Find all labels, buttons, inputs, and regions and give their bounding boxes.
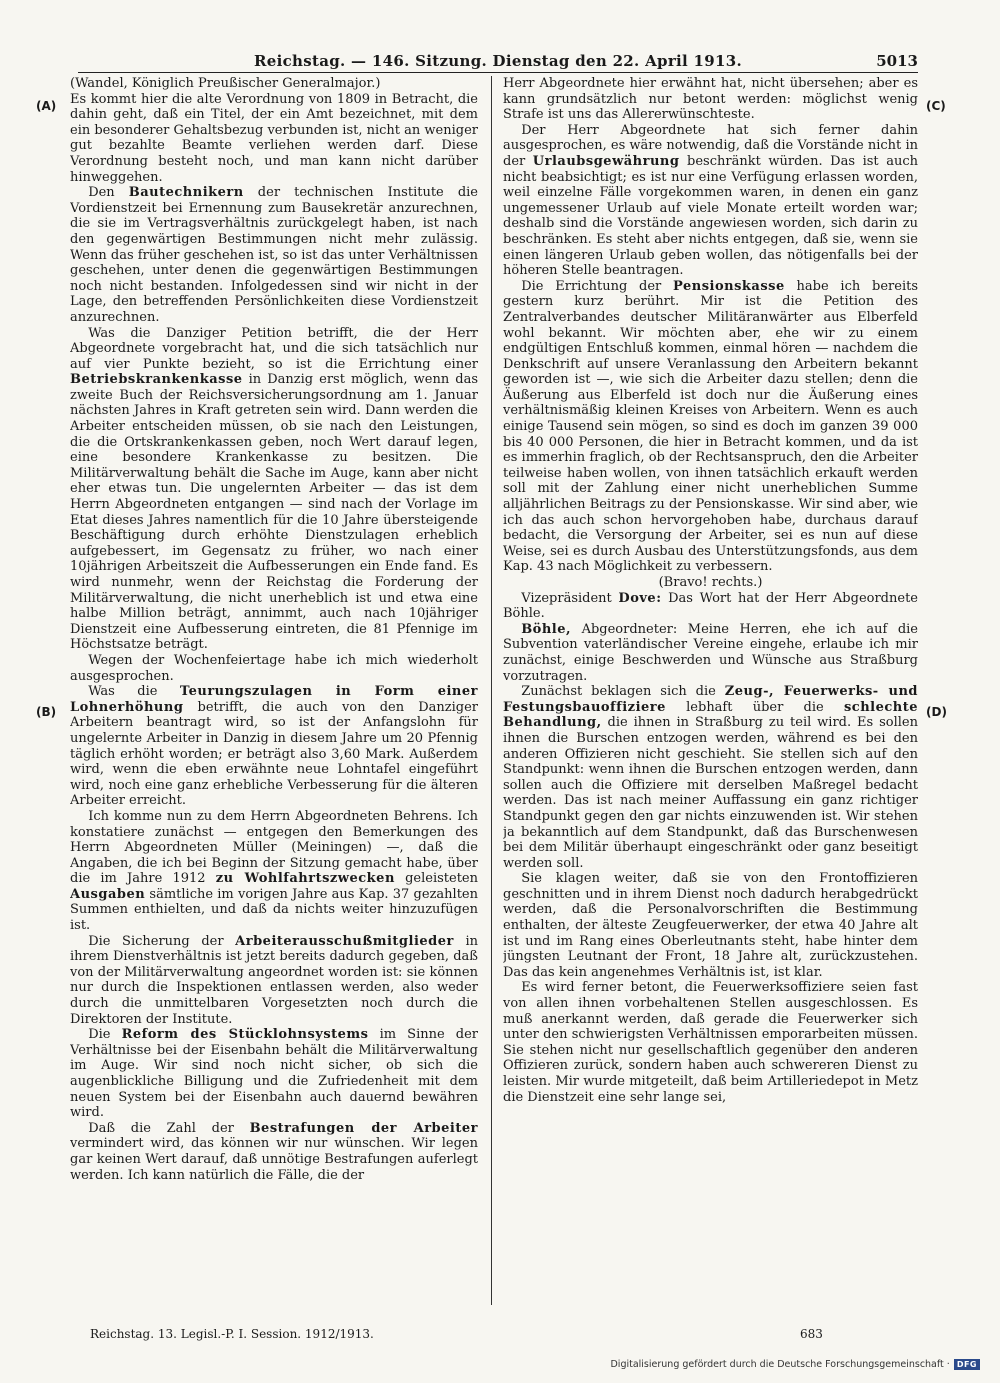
margin-marker-a: (A) <box>36 99 57 113</box>
emphasis: schlechte Behandlung, <box>503 699 918 731</box>
paragraph: Die Errichtung der Pensionskasse habe ich bereits gestern kurz berührt. Mir ist die Petition des Zentralverbandes deutscher Militäranwärter aus Elberfeld wohl bekannt. Wir möchten aber, ehe wir zu einem endgültigen Entschluß kommen, einmal hören — nachdem die Denkschrift auf unsere Veranlassung den Arbeitern bekannt geworden ist —, wie sich die Arbeiter dazu stellen; denn die Äußerung aus Elberfeld ist doch nur die Äußerung eines verhältnismäßig kleinen Kreises von Arbeitern. Wenn es auch einige Tausend sein mögen, so sind es doch im ganzen 39 000 bis 40 000 Personen, die hier in Betracht kommen, und da ist es immerhin fraglich, ob der Rechtsanspruch, den die Arbeiter teilweise haben wollen, von ihnen tatsächlich erkauft werden soll mit der Zahlung einer nicht unerheblichen Summe alljährlichen Beitrags zu der Pensionskasse. Wir sind aber, wie ich das auch schon hervorgehoben habe, durchaus darauf bedacht, die Versorgung der Arbeiter, sei es nun auf diese Weise, sei es durch Ausbau des Unterstützungsfonds, aus dem Kap. 43 nach Möglichkeit zu verbessern. <box>503 278 918 575</box>
paragraph: Der Herr Abgeordnete hat sich ferner dahin ausgesprochen, es wäre notwendig, daß die Vorstände nicht in der Urlaubsgewährung beschränkt würden. Das ist auch nicht beabsichtigt; es ist nur eine Verfügung erlassen worden, weil einzelne Fälle vorgekommen waren, in denen ein ganz ungemessener Urlaub auf viele Monate erteilt worden war; deshalb sind die Vorstände angewiesen worden, sich darin zu beschränken. Es steht aber nichts entgegen, daß sie, wenn sie einen längeren Urlaub geben wollen, das nötigenfalls bei der höheren Stelle beantragen. <box>503 122 918 279</box>
running-header <box>78 52 918 73</box>
speaker-name: Böhle, <box>521 621 572 637</box>
dfg-logo-icon: DFG <box>954 1359 980 1370</box>
paragraph: Wegen der Wochenfeiertage habe ich mich wiederholt ausgesprochen. <box>70 652 478 684</box>
emphasis: Pensionskasse <box>673 278 785 294</box>
digitization-note <box>610 1359 980 1370</box>
left-column <box>70 76 478 1311</box>
paragraph: Sie klagen weiter, daß sie von den Frontoffizieren geschnitten und in ihrem Dienst noch dadurch herabgedrückt werden, daß die Personalvorschriften die Bestimmung enthalten, der älteste Zeugfeuerwerker, der etwa 40 Jahre alt ist und im Rang eines Oberleutnants steht, habe hinter dem jüngsten Leutnant der Front, 18 Jahre alt, zurückzustehen. Das das kein angenehmes Verhältnis ist, ist klar. <box>503 871 918 980</box>
interjection: (Bravo! rechts.) <box>658 575 763 590</box>
paragraph: Ich komme nun zu dem Herrn Abgeordneten Behrens. Ich konstatiere zunächst — entgegen den Bemerkungen des Herrn Abgeordneten Müller (Meiningen) —, daß die Angaben, die ich bei Beginn der Sitzung gemacht habe, über die im Jahre 1912 zu Wohlfahrtszwecken geleisteten Ausgaben sämtliche im vorigen Jahre aus Kap. 37 gezahlten Summen enthielten, und daß da nichts weiter hinzuzufügen ist. <box>70 808 478 934</box>
paragraph: Es wird ferner betont, die Feuerwerksoffiziere seien fast von allen ihnen vorbehaltenen Stellen ausgeschlossen. Es muß anerkannt werden, daß gerade die Feuerwerker sich unter den schwierigsten Verhältnissen emporarbeiten müssen. Sie stehen nicht nur gesellschaftlich gegenüber den anderen Offizieren zurück, sondern haben auch schwereren Dienst zu leisten. Mir wurde mitgeteilt, daß beim Artilleriedepot in Metz die Dienstzeit eine sehr lange sei, <box>503 980 918 1105</box>
paragraph: Daß die Zahl der Bestrafungen der Arbeiter vermindert wird, das können wir nur wünschen. Wir legen gar keinen Wert darauf, daß unnötige Bestrafungen auferlegt werden. Ich kann natürlich die Fälle, die der <box>70 1120 478 1183</box>
column-divider <box>491 76 492 1305</box>
right-column <box>503 76 918 1311</box>
paragraph: Was die Teurungszulagen in Form einer Lohnerhöhung betrifft, die auch von den Danziger Arbeitern beantragt wird, so ist der Anfangslohn für ungelernte Arbeiter in Danzig in diesem Jahre um 20 Pfennig täglich erhöht worden; er beträgt also 3,60 Mark. Außerdem wird, wenn die eben erwähnte neue Lohntafel eingeführt wird, noch eine ganz erhebliche Verbesserung für die älteren Arbeiter erreicht. <box>70 684 478 809</box>
footer-sheet-number: 683 <box>800 1327 823 1341</box>
paragraph: Was die Danziger Petition betrifft, die der Herr Abgeordnete vorgebracht hat, und die sich tatsächlich nur auf vier Punkte bezieht, so ist die Errichtung einer Betriebskrankenkasse in Danzig erst möglich, wenn das zweite Buch der Reichsversicherungsordnung am 1. Januar nächsten Jahres in Kraft getreten sein wird. Dann werden die Arbeiter entscheiden müssen, ob sie nach den Leistungen, die die Ortskrankenkassen geben, noch Wert darauf legen, eine besondere Krankenkasse zu besitzen. Die Militärverwaltung behält die Sache im Auge, kann aber nicht eher etwas tun. Die ungelernten Arbeiter — das ist dem Herrn Abgeordneten entgangen — sind nach der Vorlage im Etat dieses Jahres namentlich für die 10 Jahre übersteigende Beschäftigung durch erhöhte Dienstzulagen erheblich aufgebessert, im Gegensatz zu früher, wo nach einer 10jährigen Arbeitszeit die Aufbesserungen ein Ende fand. Es wird nunmehr, wenn der Reichstag die Forderung der Militärverwaltung, die nicht unerheblich ist und etwa eine halbe Million beträgt, annimmt, auch nach 10jähriger Dienstzeit eine Aufbesserung eintreten, die 81 Pfennige im Höchstsatze beträgt. <box>70 325 478 653</box>
emphasis: Bestrafungen der Arbeiter <box>249 1120 478 1136</box>
speaker-line: (Wandel, Königlich Preußischer Generalmajor.) <box>70 76 381 91</box>
emphasis: Teurungszulagen in Form einer Lohnerhöhung <box>70 684 478 715</box>
paragraph: Den Bautechnikern der technischen Institute die Vordienstzeit bei Ernennung zum Bausekretär anzurechnen, die sie im Vertragsverhältnis zurückgelegt haben, ist nach den gegenwärtigen Bestimmungen nicht mehr zulässig. Wenn das früher geschehen ist, so ist das unter Verhältnissen geschehen, unter denen die gegenwärtigen Bestimmungen noch nicht bestanden. Infolgedessen sind wir nicht in der Lage, den betreffenden Persönlichkeiten diese Vordienstzeit anzurechnen. <box>70 185 478 325</box>
paragraph: Die Reform des Stücklohnsystems im Sinne der Verhältnisse bei der Eisenbahn behält die Militärverwaltung im Auge. Wir sind noch nicht sicher, ob sich die augenblickliche Billigung und die Zufriedenheit mit dem neuen System bei der Eisenbahn auch dauernd bewähren wird. <box>70 1027 478 1121</box>
margin-marker-c: (C) <box>926 99 946 113</box>
emphasis: Urlaubsgewährung <box>532 153 680 169</box>
digitization-text: Digitalisierung gefördert durch die Deutsche Forschungsgemeinschaft · <box>610 1359 950 1370</box>
emphasis: Arbeiterausschußmitglieder <box>235 933 454 949</box>
emphasis: Zeug-, Feuerwerks- und Festungsbauoffiziere <box>503 684 918 715</box>
emphasis: Betriebskrankenkasse <box>70 372 243 388</box>
paragraph: Vizepräsident Dove: Das Wort hat der Herr Abgeordnete Böhle. <box>503 590 918 622</box>
header-title: Reichstag. — 146. Sitzung. Dienstag den 22. April 1913. <box>253 52 743 70</box>
emphasis: Reform des Stücklohnsystems <box>121 1027 369 1043</box>
emphasis: Ausgaben <box>70 886 146 902</box>
emphasis: Bautechnikern <box>128 185 244 201</box>
paragraph: Die Sicherung der Arbeiterausschußmitglieder in ihrem Dienstverhältnis ist jetzt bereits dadurch gegeben, daß von der Militärverwaltung angeordnet worden ist: sie können nur durch die Inspektionen entlassen werden, also weder durch die unmittelbaren Vorgesetzten noch durch die Direktoren der Institute. <box>70 933 478 1027</box>
paragraph: Böhle, Abgeordneter: Meine Herren, ehe ich auf die Subvention vaterländischer Vereine eingehe, erlaube ich mir zunächst, einige Beschwerden und Wünsche aus Straßburg vorzutragen. <box>503 621 918 684</box>
margin-marker-d: (D) <box>926 705 947 719</box>
paragraph: Zunächst beklagen sich die Zeug-, Feuerwerks- und Festungsbauoffiziere lebhaft über die schlechte Behandlung, die ihnen in Straßburg zu teil wird. Es sollen ihnen die Burschen entzogen werden, während es bei den anderen Offizieren nicht geschieht. Sie stellen sich auf den Standpunkt: wenn ihnen die Burschen entzogen werden, dann sollen auch die Offiziere mit derselben Maßregel bedacht werden. Das ist nach meiner Auffassung ein ganz richtiger Standpunkt gegen den gar nichts einzuwenden ist. Wir stehen ja bekanntlich auf dem Standpunkt, daß das Burschenwesen bei dem Militär überhaupt eingeschränkt oder ganz beseitigt werden soll. <box>503 684 918 871</box>
paragraph: Herr Abgeordnete hier erwähnt hat, nicht übersehen; aber es kann grundsätzlich nur betont werden: möglichst wenig Strafe ist uns das Allererwünschteste. <box>503 76 918 123</box>
speaker-name: Dove: <box>618 590 662 606</box>
paragraph: Es kommt hier die alte Verordnung von 1809 in Betracht, die dahin geht, daß ein Titel, der ein Amt bezeichnet, mit dem ein besonderer Gehaltsbezug verbunden ist, nicht an weniger gut bezahlte Beamte verliehen werden darf. Diese Verordnung besteht noch, und man kann nicht darüber hinweggehen. <box>70 91 478 185</box>
emphasis: zu Wohlfahrtszwecken <box>215 871 395 887</box>
footer-session-info: Reichstag. 13. Legisl.-P. I. Session. 1912/1913. <box>90 1327 374 1341</box>
margin-marker-b: (B) <box>36 705 57 719</box>
page-number: 5013 <box>876 52 918 70</box>
